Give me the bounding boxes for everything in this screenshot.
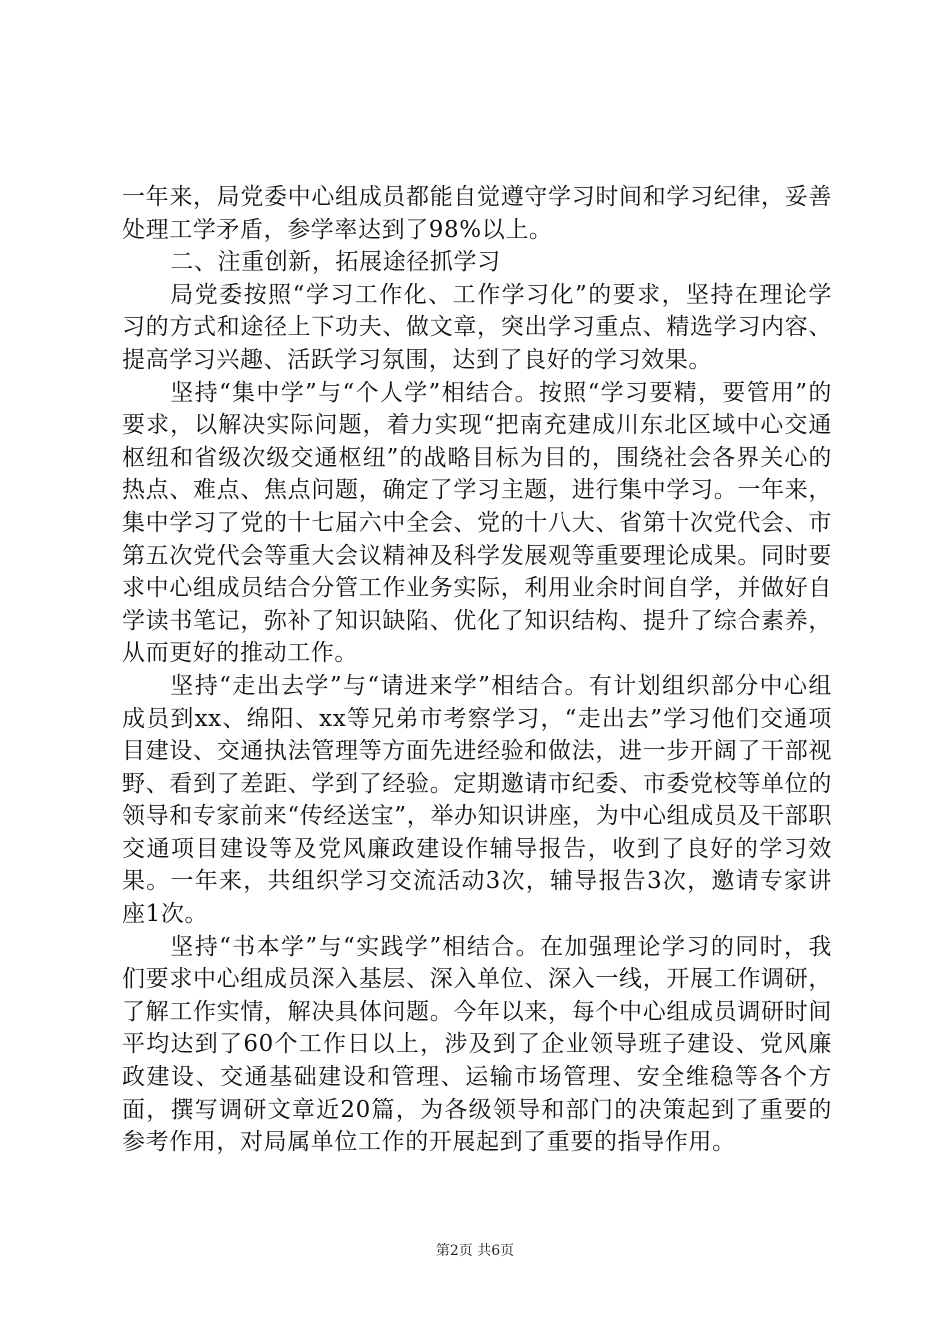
paragraph-go-out-invite-in: 坚持“走出去学”与“请进来学”相结合。有计划组织部分中心组成员到xx、绵阳、xx等兄弟市考察学习，“走出去”学习他们交通项目建设、交通执法管理等方面先进经验和做法，进一步开阔了干部视野、看到了差距、学到了经验。定期邀请市纪委、市委党校等单位的领导和专家前来“传经送宝”，举办知识讲座，为中心组成员及干部职交通项目建设等及党风廉政建设作辅导报告，收到了良好的学习效果。一年来，共组织学习交流活动3次，辅导报告3次，邀请专家讲座1次。 [122,672,832,928]
document-body [122,181,832,1159]
section-heading: 二、注重创新，拓展途径抓学习 [170,249,501,276]
paragraph-books-and-practice: 坚持“书本学”与“实践学”相结合。在加强理论学习的同时，我们要求中心组成员深入基层、深入单位、深入一线，开展工作调研，了解工作实情，解决具体问题。今年以来，每个中心组成员调研时间平均达到了60个工作日以上，涉及到了企业领导班子建设、党风廉政建设、交通基础建设和管理、运输市场管理、安全维稳等各个方面，撰写调研文章近20篇，为各级领导和部门的决策起到了重要的参考作用，对局属单位工作的开展起到了重要的指导作用。 [122,933,832,1156]
paragraph-continuation: 一年来，局党委中心组成员都能自觉遵守学习时间和学习纪律，妥善处理工学矛盾，参学率达到了98%以上。 [122,184,832,243]
paragraph-intro: 局党委按照“学习工作化、工作学习化”的要求，坚持在理论学习的方式和途径上下功夫、做文章，突出学习重点、精选学习内容、提高学习兴趣、活跃学习氛围，达到了良好的学习效果。 [122,281,832,373]
page-number-footer: 第2页 共6页 [435,1243,515,1259]
paragraph-centralized-study: 坚持“集中学”与“个人学”相结合。按照“学习要精，要管用”的要求，以解决实际问题，着力实现“把南充建成川东北区域中心交通枢纽和省级次级交通枢纽”的战略目标为目的，围绕社会各界关心的热点、难点、焦点问题，确定了学习主题，进行集中学习。一年来，集中学习了党的十七届六中全会、党的十八大、省第十次党代会、市第五次党代会等重大会议精神及科学发展观等重要理论成果。同时要求中心组成员结合分管工作业务实际，利用业余时间自学，并做好自学读书笔记，弥补了知识缺陷、优化了知识结构、提升了综合素养，从而更好的推动工作。 [122,379,832,667]
